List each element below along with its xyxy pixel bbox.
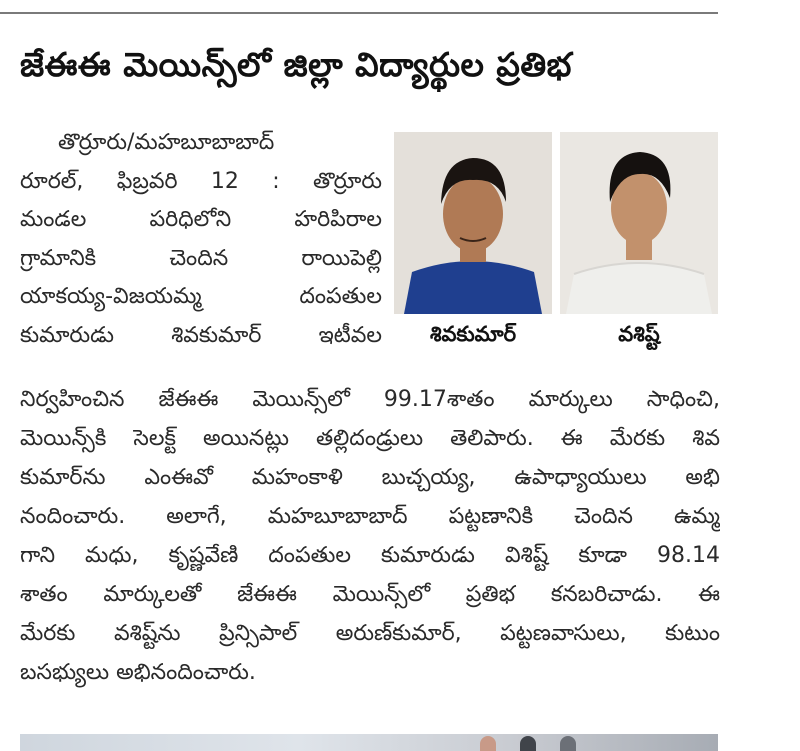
article-line: శాతం మార్కులతో జేఈఈ మెయిన్స్‌లో ప్రతిభ కనబరిచాడు. ఈ	[20, 582, 720, 607]
person-icon	[560, 736, 576, 751]
article-line: నిర్వహించిన జేఈఈ మెయిన్స్‌లో 99.17శాతం మార్కులు సాధించి,	[20, 387, 720, 412]
article-line: మేరకు వశిష్ట్‌ను ప్రిన్సిపాల్ అరుణ్‌కుమార్, పట్టణవాసులు, కుటుం	[20, 621, 720, 646]
photo-caption: వశిష్ట్	[618, 322, 660, 346]
student-photo-vasisht	[560, 132, 718, 314]
article-intro-column	[20, 124, 382, 355]
article-line: తొర్రూరు/మహబూబాబాద్	[58, 130, 275, 155]
photo-caption: శివకుమార్	[429, 322, 517, 346]
article-line: రూరల్, ఫిబ్రవరి 12 : తొర్రూరు	[20, 168, 382, 194]
article-line: మెయిన్స్‌కి సెలక్ట్ అయినట్లు తల్లిదండ్రులు తెలిపారు. ఈ మేరకు శివ	[20, 426, 720, 451]
next-article-image-strip	[20, 734, 718, 751]
article-line: బసభ్యులు అభినందించారు.	[20, 660, 256, 685]
article-line: కుమార్‌ను ఎంఈవో మహంకాళి బుచ్చయ్య, ఉపాధ్యాయులు అభి	[20, 465, 720, 490]
top-divider	[0, 12, 718, 14]
article-headline: జేఈఈ మెయిన్స్‌లో జిల్లా విద్యార్థుల ప్రతిభ	[20, 45, 572, 84]
person-icon	[480, 736, 496, 751]
student-photo-sivakumar	[394, 132, 552, 314]
article-line: గాని మధు, కృష్ణవేణి దంపతుల కుమారుడు విశిష్ట్ కూడా 98.14	[20, 543, 720, 568]
shirt-shape	[404, 261, 542, 314]
article-body-column	[20, 380, 720, 692]
article-line: నందించారు. అలాగే, మహబూబాబాద్ పట్టణానికి చెందిన ఉమ్మ	[20, 504, 720, 529]
portrait-icon	[560, 132, 718, 314]
portrait-icon	[394, 132, 552, 314]
article-line: గ్రామానికి చెందిన రాయిపెల్లి	[20, 245, 382, 271]
article-line: యాకయ్య-విజయమ్మ దంపతుల	[20, 284, 382, 309]
article-line: కుమారుడు శివకుమార్ ఇటీవల	[20, 322, 382, 348]
person-icon	[520, 736, 536, 751]
article-line: మండల పరిధిలోని హరిపిరాల	[20, 207, 382, 232]
